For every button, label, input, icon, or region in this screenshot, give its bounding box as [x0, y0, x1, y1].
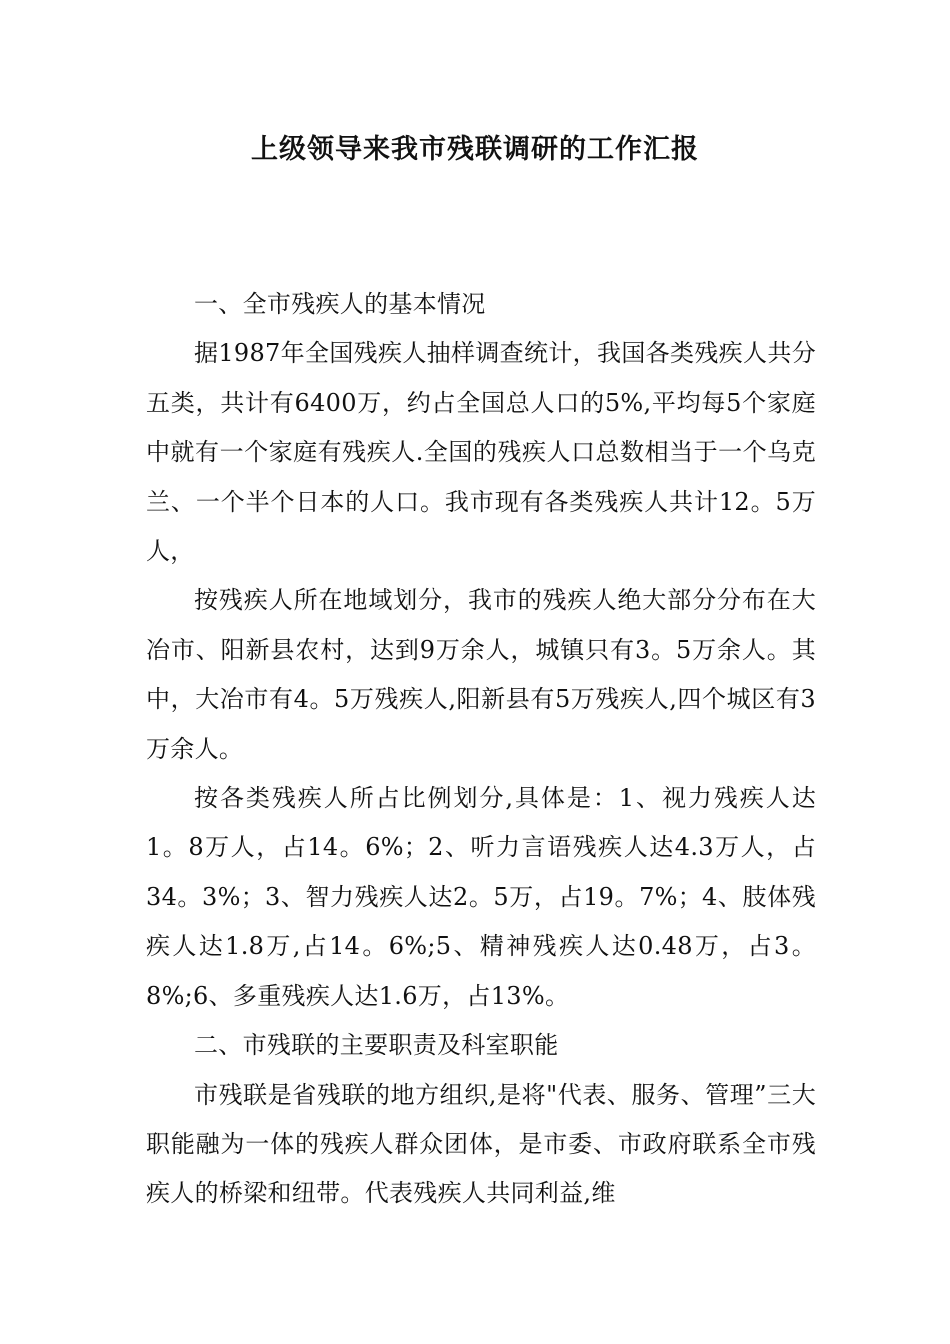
document-title: 上级领导来我市残联调研的工作汇报	[251, 134, 699, 165]
document-body	[146, 280, 816, 1219]
paragraph-national-survey: 据1987年全国残疾人抽样调查统计，我国各类残疾人共分五类，共计有6400万，约占全国总人口的5%,平均每5个家庭中就有一个家庭有残疾人.全国的残疾人口总数相当于一个乌克兰、一个半个日本的人口。我市现有各类残疾人共计12。5万人，	[146, 339, 816, 566]
paragraph-category-proportions: 按各类残疾人所占比例划分,具体是：1、视力残疾人达1。8万人，占14。6%；2、听力言语残疾人达4.3万人，占34。3%；3、智力残疾人达2。5万，占19。7%；4、肢体残疾人达1.8万,占14。6%;5、精神残疾人达0.48万，占3。8%;6、多重残疾人达1.6万，占13%。	[146, 784, 816, 1010]
paragraph-regional-distribution: 按残疾人所在地域划分，我市的残疾人绝大部分分布在大冶市、阳新县农村，达到9万余人，城镇只有3。5万余人。其中，大冶市有4。5万残疾人,阳新县有5万残疾人,四个城区有3万余人。	[146, 586, 816, 763]
paragraph-federation-role: 市残联是省残联的地方组织,是将"代表、服务、管理”三大职能融为一体的残疾人群众团体，是市委、市政府联系全市残疾人的桥梁和纽带。代表残疾人共同利益,维	[146, 1080, 816, 1208]
section-heading-duties: 二、市残联的主要职责及科室职能	[194, 1031, 559, 1060]
section-heading-basic-situation: 一、全市残疾人的基本情况	[194, 290, 486, 318]
